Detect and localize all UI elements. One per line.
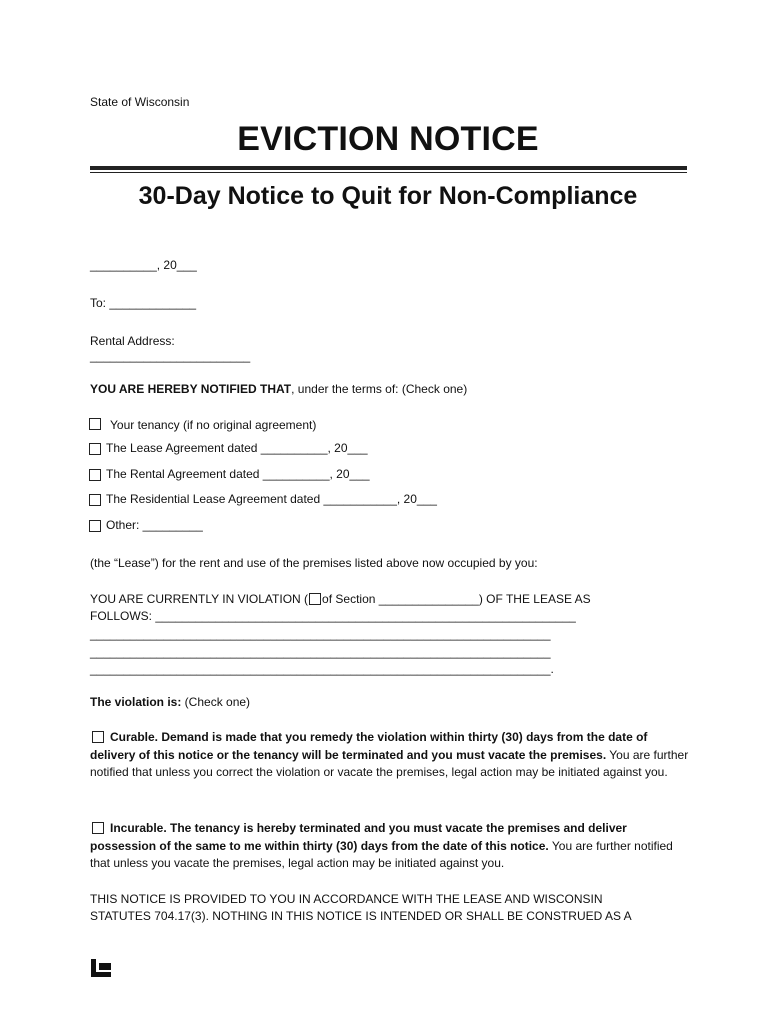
checkbox-other[interactable] [89, 520, 101, 532]
checkbox-section[interactable] [309, 593, 321, 605]
title-rule-thick [90, 166, 687, 170]
violation-line-1 [90, 591, 591, 607]
incurable-rest: You are further notified that unless you vacate the premises, legal action may be initiated against you. [90, 838, 673, 870]
notice-lead-bold: YOU ARE HEREBY NOTIFIED THAT [90, 382, 292, 396]
violation-text-a: YOU ARE CURRENTLY IN VIOLATION ( [90, 592, 309, 606]
curable-paragraph [90, 729, 690, 782]
date-field[interactable]: __________, 20___ [90, 258, 197, 272]
to-field[interactable]: To: _____________ [90, 296, 197, 310]
checkbox-residential-lease[interactable] [89, 494, 101, 506]
curable-rest: You are further notified that unless you correct the violation or vacate the premises, legal action may be initiated against you. [90, 747, 689, 779]
statute-line-2: STATUTES 704.17(3). NOTHING IN THIS NOTICE IS INTENDED OR SHALL BE CONSTRUED AS A [90, 909, 632, 923]
rental-address-field[interactable]: ________________________ [90, 349, 251, 363]
violation-line-5[interactable]: _____________________________________________________________________. [90, 662, 554, 676]
title-rule-thin [90, 172, 687, 173]
checkbox-lease-agreement[interactable] [89, 443, 101, 455]
page-subtitle: 30-Day Notice to Quit for Non-Compliance [138, 182, 638, 210]
lease-definition: (the “Lease”) for the rent and use of the premises listed above now occupied by you: [90, 556, 538, 570]
rental-address-label: Rental Address: [90, 334, 175, 348]
violation-is-label [90, 694, 250, 710]
option-lease-agreement-label: The Lease Agreement dated __________, 20___ [106, 441, 368, 455]
violation-text-b: of Section _______________) OF THE LEASE AS [322, 592, 591, 606]
incurable-paragraph [90, 820, 690, 873]
violation-line-4[interactable]: _____________________________________________________________________ [90, 645, 551, 659]
page-title: EVICTION NOTICE [237, 120, 539, 158]
notice-lead-rest: , under the terms of: (Check one) [291, 382, 468, 396]
violation-is-bold: The violation is: [90, 695, 182, 709]
statute-line-1: THIS NOTICE IS PROVIDED TO YOU IN ACCORDANCE WITH THE LEASE AND WISCONSIN [90, 892, 603, 906]
option-rental-agreement-label: The Rental Agreement dated __________, 20___ [106, 467, 370, 481]
state-label: State of Wisconsin [90, 95, 190, 109]
option-other-label: Other: _________ [106, 518, 203, 532]
notice-lead [90, 381, 467, 397]
incurable-bold: Incurable. The tenancy is hereby terminated and you must vacate the premises and deliver possession of the same to me within thirty (30) days from the date of this notice. [90, 821, 627, 853]
checkbox-rental-agreement[interactable] [89, 469, 101, 481]
violation-line-3[interactable]: _____________________________________________________________________ [90, 627, 551, 641]
option-residential-lease-label: The Residential Lease Agreement dated ___________, 20___ [106, 492, 437, 506]
violation-is-rest: (Check one) [181, 695, 251, 709]
document-logo-icon [91, 959, 111, 977]
curable-bold: Curable. Demand is made that you remedy the violation within thirty (30) days from the date of delivery of this notice or the tenancy will be terminated and you must vacate the premises. [90, 730, 648, 762]
violation-line-2[interactable]: FOLLOWS: _______________________________________________________________ [90, 609, 576, 623]
option-tenancy-label: Your tenancy (if no original agreement) [110, 418, 317, 432]
checkbox-tenancy[interactable] [89, 418, 101, 430]
